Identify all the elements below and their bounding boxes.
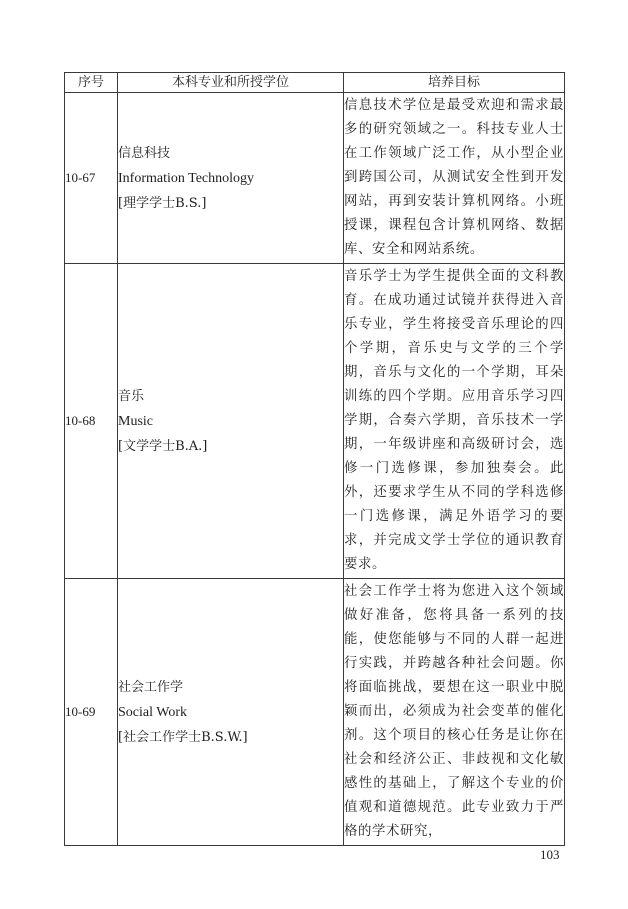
row-number: 10-69 [65,579,118,846]
table-row [65,93,565,264]
goal-cell [344,264,565,579]
major-name-en: Music [118,413,153,429]
table-row [65,579,565,846]
major-degree: [社会工作学士B.S.W.] [118,729,248,745]
goal-cell [344,93,565,264]
major-name-en: Social Work [118,704,187,720]
table-row [65,264,565,579]
goal-cell [344,579,565,846]
major-name-cn: 信息科技 [118,145,171,161]
major-cell [118,93,344,264]
goal-text: 信息技术学位是最受欢迎和需求最多的研究领域之一。科技专业人士在工作领域广泛工作，从小型企业到跨国公司，从测试安全性到开发网站，再到安装计算机网络。小班授课，课程包含计算机网络、数据库、安全和网站系统。 [344,98,564,257]
row-number: 10-68 [65,264,118,579]
major-degree: [理学学士B.S.] [118,195,207,211]
header-number: 序号 [65,73,118,93]
row-number: 10-67 [65,93,118,264]
header-major: 本科专业和所授学位 [118,73,344,93]
major-cell [118,264,344,579]
majors-table [64,72,565,846]
page-number: 103 [540,847,560,862]
major-name-cn: 音乐 [118,388,145,404]
major-degree: [文学学士B.A.] [118,438,208,454]
major-name-en: Information Technology [118,170,255,186]
goal-text: 社会工作学士将为您进入这个领域做好准备，您将具备一系列的技能，使您能够与不同的人群一起进行实践，并跨越各种社会问题。你将面临挑战，要想在这一职业中脱颖而出，必须成为社会变革的催化剂。这个项目的核心任务是让你在社会和经济公正、非歧视和文化敏感性的基础上，了解这个专业的价值观和道德规范。此专业致力于严格的学术研究， [344,584,564,839]
header-goal: 培养目标 [344,73,565,93]
major-name-cn: 社会工作学 [118,679,184,695]
goal-text: 音乐学士为学生提供全面的文科教育。在成功通过试镜并获得进入音乐专业，学生将接受音乐理论的四个学期，音乐史与文学的三个学期，音乐与文化的一个学期，耳朵训练的四个学期。应用音乐学习四学期，合奏六学期，音乐技术一学期，一年级讲座和高级研讨会，选修一门选修课，参加独奏会。此外，还要求学生从不同的学科选修一门选修课，满足外语学习的要求，并完成文学士学位的通识教育要求。 [344,269,564,572]
table-header-row [65,73,565,93]
major-cell [118,579,344,846]
